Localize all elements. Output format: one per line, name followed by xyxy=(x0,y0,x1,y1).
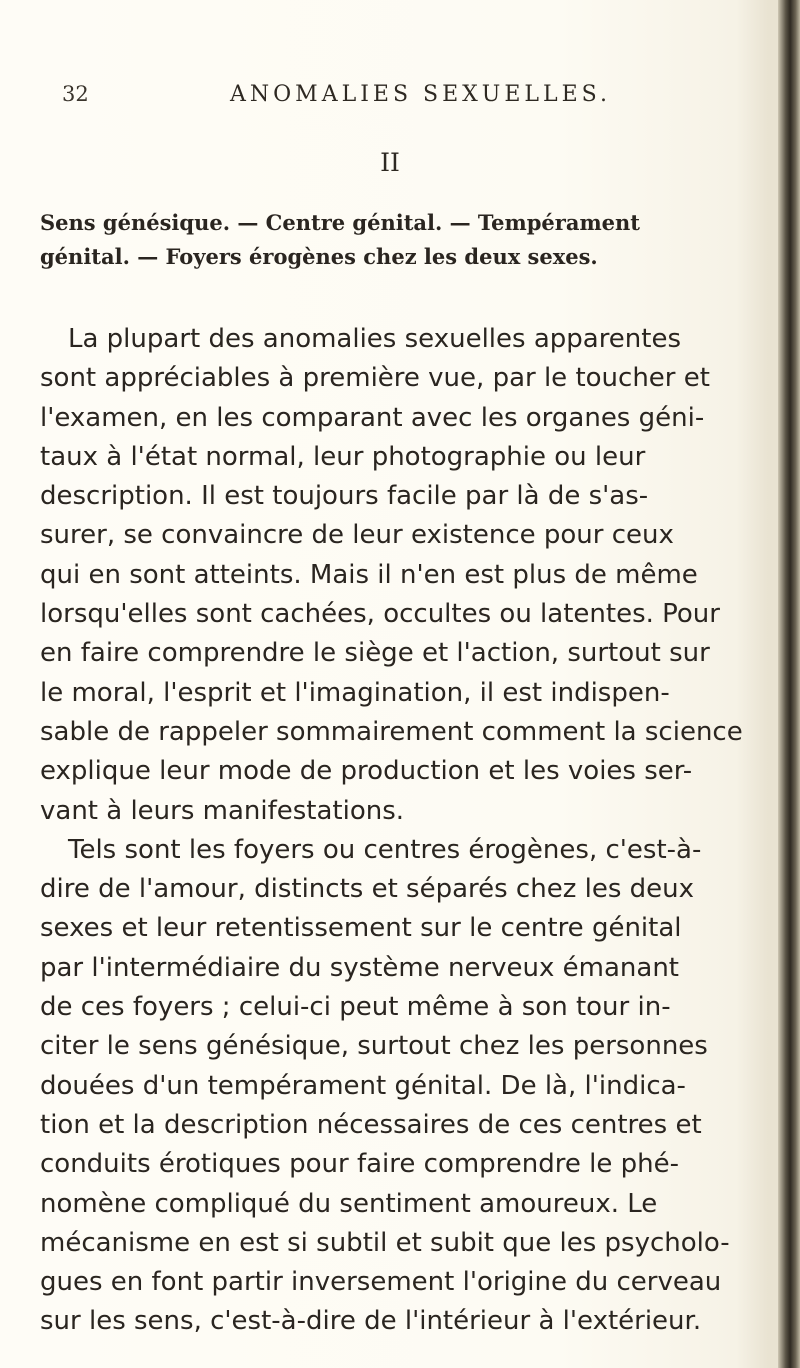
body-line: sont appréciables à première vue, par le toucher et xyxy=(40,363,710,394)
body-line: nomène compliqué du sentiment amoureux. Le xyxy=(40,1188,658,1219)
body-line: par l'intermédiaire du système nerveux émanant xyxy=(40,952,679,983)
body-line: l'examen, en les comparant avec les organes géni- xyxy=(40,402,705,433)
binding-edge xyxy=(778,0,800,1368)
body-line: sable de rappeler sommairement comment la science xyxy=(40,716,743,747)
body-line: dire de l'amour, distincts et séparés chez les deux xyxy=(40,874,695,905)
body-line: explique leur mode de production et les voies ser- xyxy=(40,756,693,787)
body-line: citer le sens génésique, surtout chez les personnes xyxy=(40,1031,708,1062)
body-line: surer, se convaincre de leur existence pour ceux xyxy=(40,520,674,551)
running-head xyxy=(40,82,760,112)
body-line: sur les sens, c'est-à-dire de l'intérieur à l'extérieur. xyxy=(40,1306,702,1337)
body-line: mécanisme en est si subtil et subit que les psycholo- xyxy=(40,1227,730,1258)
body-line: vant à leurs manifestations. xyxy=(40,795,405,826)
summary-line: génital. — Foyers érogènes chez les deux sexes. xyxy=(40,244,598,269)
section-number: II xyxy=(380,148,400,177)
body-line: Tels sont les foyers ou centres érogènes, c'est-à- xyxy=(68,834,702,865)
body-line: La plupart des anomalies sexuelles apparentes xyxy=(68,324,682,354)
body-line: le moral, l'esprit et l'imagination, il est indispen- xyxy=(40,677,670,708)
body-line: en faire comprendre le siège et l'action, surtout sur xyxy=(40,638,710,669)
body-text xyxy=(40,320,750,1342)
body-line: tion et la description nécessaires de ces centres et xyxy=(40,1109,702,1140)
body-line: conduits érotiques pour faire comprendre le phé- xyxy=(40,1149,680,1180)
body-line: douées d'un tempérament génital. De là, l'indica- xyxy=(40,1070,686,1101)
running-title: ANOMALIES SEXUELLES. xyxy=(230,82,611,107)
body-line: qui en sont atteints. Mais il n'en est plus de même xyxy=(40,559,698,590)
body-line: lorsqu'elles sont cachées, occultes ou latentes. Pour xyxy=(40,599,720,630)
section-summary xyxy=(40,206,748,274)
body-line: de ces foyers ; celui-ci peut même à son tour in- xyxy=(40,992,671,1023)
page-number: 32 xyxy=(62,82,89,106)
summary-line: Sens génésique. — Centre génital. — Tempérament xyxy=(40,210,640,235)
body-line: gues en font partir inversement l'origine du cerveau xyxy=(40,1267,722,1298)
body-line: description. Il est toujours facile par là de s'as- xyxy=(40,481,649,512)
body-line: taux à l'état normal, leur photographie ou leur xyxy=(40,441,646,472)
body-line: sexes et leur retentissement sur le centre génital xyxy=(40,913,682,944)
